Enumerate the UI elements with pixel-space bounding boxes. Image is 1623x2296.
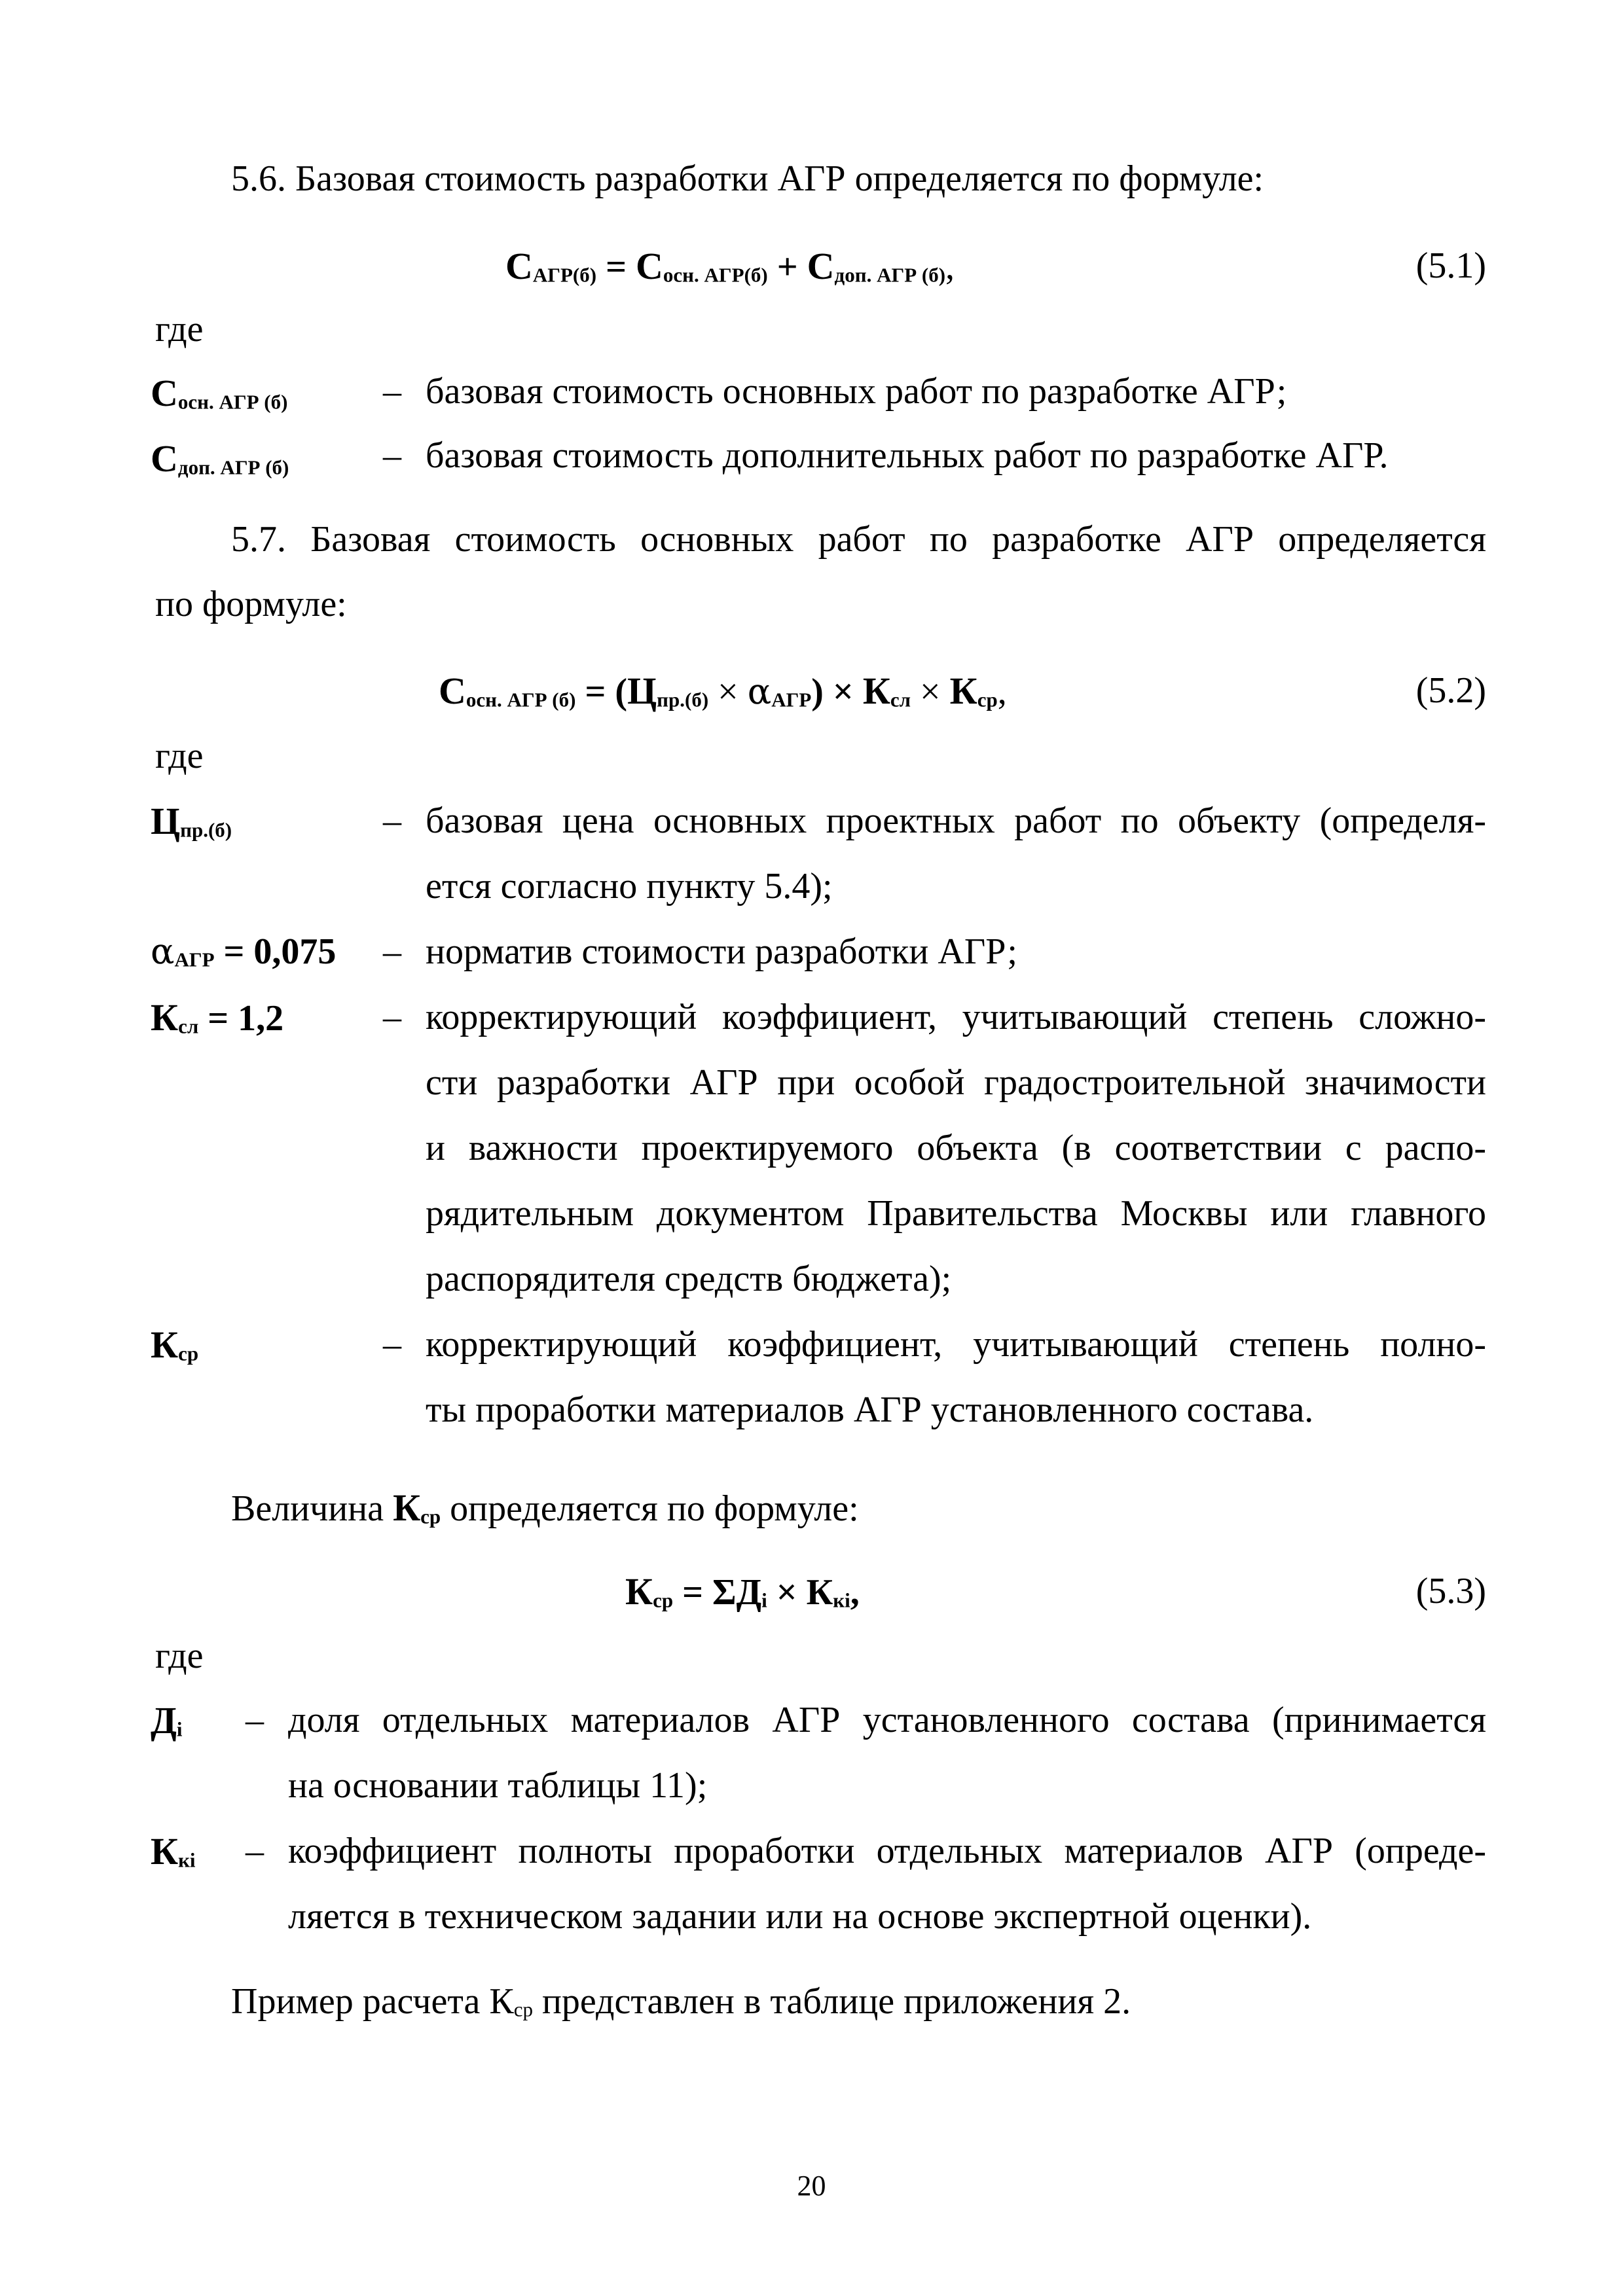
def-text-k-ki-line-1: коэффициент полноты проработки отдельных материалов АГР (опреде- bbox=[288, 1831, 1486, 1871]
def-dash: – bbox=[383, 435, 401, 476]
def-text-c-osn: базовая стоимость основных работ по разработке АГР; bbox=[426, 371, 1287, 412]
def-text-d-i-line-2: на основании таблицы 11); bbox=[288, 1765, 708, 1806]
formula-5-2: $С_{осн. АГР (б)} = (Ц_{пр.(б)} \times \alpha_{АГР}) \times К_{сл} \times К_{ср}$, bbox=[439, 670, 1007, 712]
def-text-alpha: норматив стоимости разработки АГР; bbox=[426, 931, 1017, 972]
def-symbol-d-i: Дi bbox=[151, 1699, 183, 1742]
def-text-k-sl-line-2: сти разработки АГР при особой градостроительной значимости bbox=[426, 1062, 1486, 1103]
page-number: 20 bbox=[797, 2170, 826, 2202]
def-symbol-c-osn: Сосн. АГР (б) bbox=[151, 372, 288, 414]
section-5-7-heading-line-2: по формуле: bbox=[155, 584, 347, 624]
def-text-k-sl-line-1: корректирующий коэффициент, учитывающий степень сложно- bbox=[426, 997, 1486, 1037]
def-symbol-c-dop: Сдоп. АГР (б) bbox=[151, 437, 289, 480]
equation-number-5-1: (5.1) bbox=[1415, 245, 1486, 286]
def-text-d-i-line-1: доля отдельных материалов АГР установленного состава (принимается bbox=[288, 1700, 1486, 1740]
def-text-c-dop: базовая стоимость дополнительных работ по разработке АГР. bbox=[426, 435, 1389, 476]
ksr-intro: Величина $К_{ср}$ определяется по формуле: bbox=[231, 1486, 859, 1529]
example-note: Пример расчета $К_{ср}$ представлен в таблице приложения 2. bbox=[231, 1981, 1131, 2022]
def-text-c-pr-line-1: базовая цена основных проектных работ по объекту (определя- bbox=[426, 800, 1486, 841]
def-dash: – bbox=[383, 1324, 401, 1365]
def-dash: – bbox=[246, 1700, 264, 1740]
section-5-6-heading: 5.6. Базовая стоимость разработки АГР определяется по формуле: bbox=[231, 158, 1264, 199]
def-text-k-ki-line-2: ляется в техническом задании или на основе экспертной оценки). bbox=[288, 1896, 1312, 1937]
def-dash: – bbox=[246, 1831, 264, 1871]
def-dash: – bbox=[383, 931, 401, 972]
def-text-k-sr-line-2: ты проработки материалов АГР установленного состава. bbox=[426, 1390, 1314, 1430]
def-text-k-sr-line-1: корректирующий коэффициент, учитывающий степень полно- bbox=[426, 1324, 1486, 1365]
where-label-1: где bbox=[155, 309, 204, 350]
def-text-k-sl-line-3: и важности проектируемого объекта (в соответствии с распо- bbox=[426, 1128, 1486, 1168]
def-symbol-k-ki: Ккi bbox=[151, 1830, 196, 1873]
formula-5-3: $К_{ср} = \Sigma Д_i \times К_{кi}$, bbox=[625, 1570, 860, 1613]
formula-5-1: $С_{АГР(б)} = С_{осн. АГР(б)} + С_{доп. АГР (б)}$, bbox=[505, 245, 955, 287]
def-dash: – bbox=[383, 997, 401, 1037]
def-text-c-pr-line-2: ется согласно пункту 5.4); bbox=[426, 866, 833, 906]
where-label-3: где bbox=[155, 1636, 204, 1676]
def-dash: – bbox=[383, 800, 401, 841]
def-text-k-sl-line-4: рядительным документом Правительства Москвы или главного bbox=[426, 1193, 1486, 1234]
equation-number-5-3: (5.3) bbox=[1415, 1571, 1486, 1611]
def-symbol-c-pr: Цпр.(б) bbox=[151, 800, 232, 842]
def-symbol-alpha: αАГР = 0,075 bbox=[151, 931, 337, 972]
def-symbol-k-sl: Ксл = 1,2 bbox=[151, 996, 284, 1039]
where-label-2: где bbox=[155, 736, 204, 776]
def-symbol-k-sr: Кср bbox=[151, 1323, 199, 1366]
equation-number-5-2: (5.2) bbox=[1415, 670, 1486, 711]
def-dash: – bbox=[383, 371, 401, 412]
section-5-7-heading-line-1: 5.7. Базовая стоимость основных работ по разработке АГР определяется bbox=[231, 519, 1486, 560]
def-text-k-sl-line-5: распорядителя средств бюджета); bbox=[426, 1259, 952, 1299]
